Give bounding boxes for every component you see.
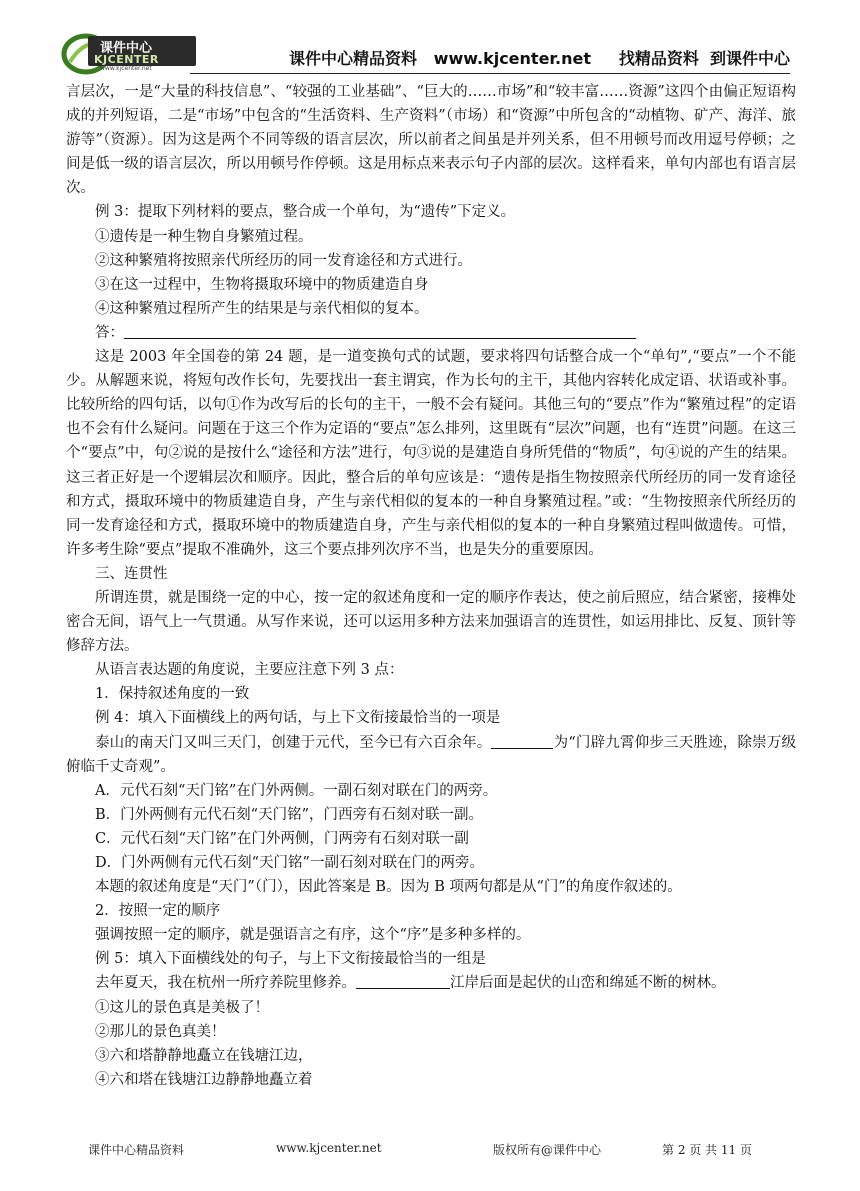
example-3-prompt: 例 3：提取下列材料的要点，整合成一个单句，为“遗传”下定义。 <box>95 204 516 221</box>
material-item-1: ①遗传是一种生物自身繁殖过程。 <box>95 228 313 245</box>
page-header <box>60 30 790 76</box>
option-c: C．元代石刻“天门铭”在门外两侧，门两旁有石刻对联一副 <box>95 830 469 847</box>
answer-line <box>66 321 796 345</box>
passage-start: 去年夏天，我在杭州一所疗养院里修养。 <box>95 975 356 992</box>
sentence-option-3: ③六和塔静静地矗立在钱塘江边， <box>95 1047 313 1064</box>
example-4-prompt: 例 4：填入下面横线上的两句话，与上下文衔接最恰当的一项是 <box>95 710 501 727</box>
option-a: A．元代石刻“天门铭”在门外两侧。一副石刻对联在门的两旁。 <box>95 782 498 799</box>
footer-url: www.kjcenter.net <box>276 1141 382 1155</box>
section-heading: 三、连贯性 <box>95 565 168 582</box>
page-footer <box>88 1141 788 1161</box>
example-5-passage <box>66 971 796 995</box>
sentence-option-4: ④六和塔在钱塘江边静静地矗立着 <box>95 1071 313 1088</box>
sentence-option-2: ②那儿的景色真美！ <box>95 1023 226 1040</box>
example-5-prompt: 例 5：填入下面横线处的句子，与上下文衔接最恰当的一组是 <box>95 951 486 968</box>
material-item-3: ③在这一过程中，生物将摄取环境中的物质建造自身 <box>95 276 429 293</box>
logo-english-text: KJCENTER <box>94 53 159 66</box>
passage-end: 为“门辟九霄仰步三天胜迹，除崇万级俯临千丈奇观”。 <box>66 734 797 775</box>
header-divider <box>190 73 790 74</box>
header-slogan: 课件中心精品资料 www.kjcenter.net 找精品资料 到课件中心 <box>288 49 790 68</box>
paragraph: 从语言表达题的角度说，主要应注意下列 3 点： <box>95 662 404 679</box>
footer-source: 课件中心精品资料 <box>88 1143 185 1157</box>
example-4-passage <box>66 731 796 779</box>
material-item-2: ②这种繁殖将按照亲代所经历的同一发育途径和方式进行。 <box>95 252 472 269</box>
example-4-explanation: 本题的叙述角度是“天门”（门），因此答案是 B。因为 B 项两句都是从“门”的角度作叙述的。 <box>95 879 682 896</box>
sentence-option-1: ①这儿的景色真是美极了！ <box>95 999 269 1016</box>
footer-page-number: 第 2 页 共 11 页 <box>662 1143 752 1157</box>
fill-blank <box>356 972 450 989</box>
fill-blank <box>491 732 553 749</box>
logo-chinese-text: 课件中心 <box>100 41 153 56</box>
passage-end: 江岸后面是起伏的山峦和绵延不断的树林。 <box>450 975 726 992</box>
material-item-4: ④这种繁殖过程所产生的结果是与亲代相似的复本。 <box>95 300 429 317</box>
passage-start: 泰山的南天门又叫三天门，创建于元代，至今已有六百余年。 <box>95 734 492 751</box>
logo-url-text: www.kjcenter.net <box>100 65 152 72</box>
analysis-paragraph: 这是 2003 年全国卷的第 24 题，是一道变换句式的试题，要求将四句话整合成一个“单句”,“要点”一个不能少。从解题来说，将短句改作长句，先要找出一套主谓宾，作为长句的主干，其他内容转化成定语、状语或补事。比较所给的四句话，以句①作为改写后的长句的主干，一般不会有疑问。其他三句的“要点”作为“繁殖过程”的定语也不会有什么疑问。问题在于这三个作为定语的“要点”怎么排列，这里既有“层次”问题，也有“连贯”问题。在这三个“要点”中，句②说的是按什么“途径和方法”进行，句③说的是建造自身所凭借的“物质”，句④说的产生的结果。这三者正好是一个逻辑层次和顺序。因此，整合后的单句应该是：“遗传是指生物按照亲代所经历的同一发育途径和方式，摄取环境中的物质建造自身，产生与亲代相似的复本的一种自身繁殖过程。”或：“生物按照亲代所经历的同一发育途径和方式，摄取环境中的物质建造自身，产生与亲代相似的复本的一种自身繁殖过程叫做遗传。可惜，许多考生除“要点”提取不准确外，这三个要点排列次序不当，也是失分的重要原因。 <box>66 349 796 558</box>
subheading: 2．按照一定的顺序 <box>95 903 221 920</box>
kjcenter-logo <box>60 32 198 72</box>
subheading: 1．保持叙述角度的一致 <box>95 686 250 703</box>
paragraph: 强调按照一定的顺序，就是强语言之有序，这个“序”是多种多样的。 <box>95 927 531 944</box>
answer-blank <box>124 322 636 339</box>
option-b: B．门外两侧有元代石刻“天门铭”，门西旁有石刻对联一副。 <box>95 806 483 823</box>
document-body <box>66 80 796 1092</box>
paragraph: 言层次，一是“大量的科技信息”、“较强的工业基础”、“巨大的……市场”和“较丰富……资源”这四个由偏正短语构成的并列短语，二是“市场”中包含的“生活资料、生产资料”（市场）和“资源”中所包含的“动植物、矿产、海洋、旅游等”（资源）。因为这是两个不同等级的语言层次，所以前者之间虽是并列关系，但不用顿号而改用逗号停顿；之间是低一级的语言层次，所以用顿号作停顿。这是用标点来表示句子内部的层次。这样看来，单句内部也有语言层次。 <box>66 84 796 197</box>
coherence-definition: 所谓连贯，就是围绕一定的中心，按一定的叙述角度和一定的顺序作表达，使之前后照应，结合紧密，接榫处密合无间，语气上一气贯通。从写作来说，还可以运用多种方法来加强语言的连贯性，如运用排比、反复、顶针等修辞方法。 <box>66 589 796 655</box>
option-d: D．门外两侧有元代石刻“天门铭”一副石刻对联在门的两旁。 <box>95 855 484 871</box>
answer-label: 答： <box>95 324 124 341</box>
footer-copyright: 版权所有@课件中心 <box>493 1143 602 1157</box>
